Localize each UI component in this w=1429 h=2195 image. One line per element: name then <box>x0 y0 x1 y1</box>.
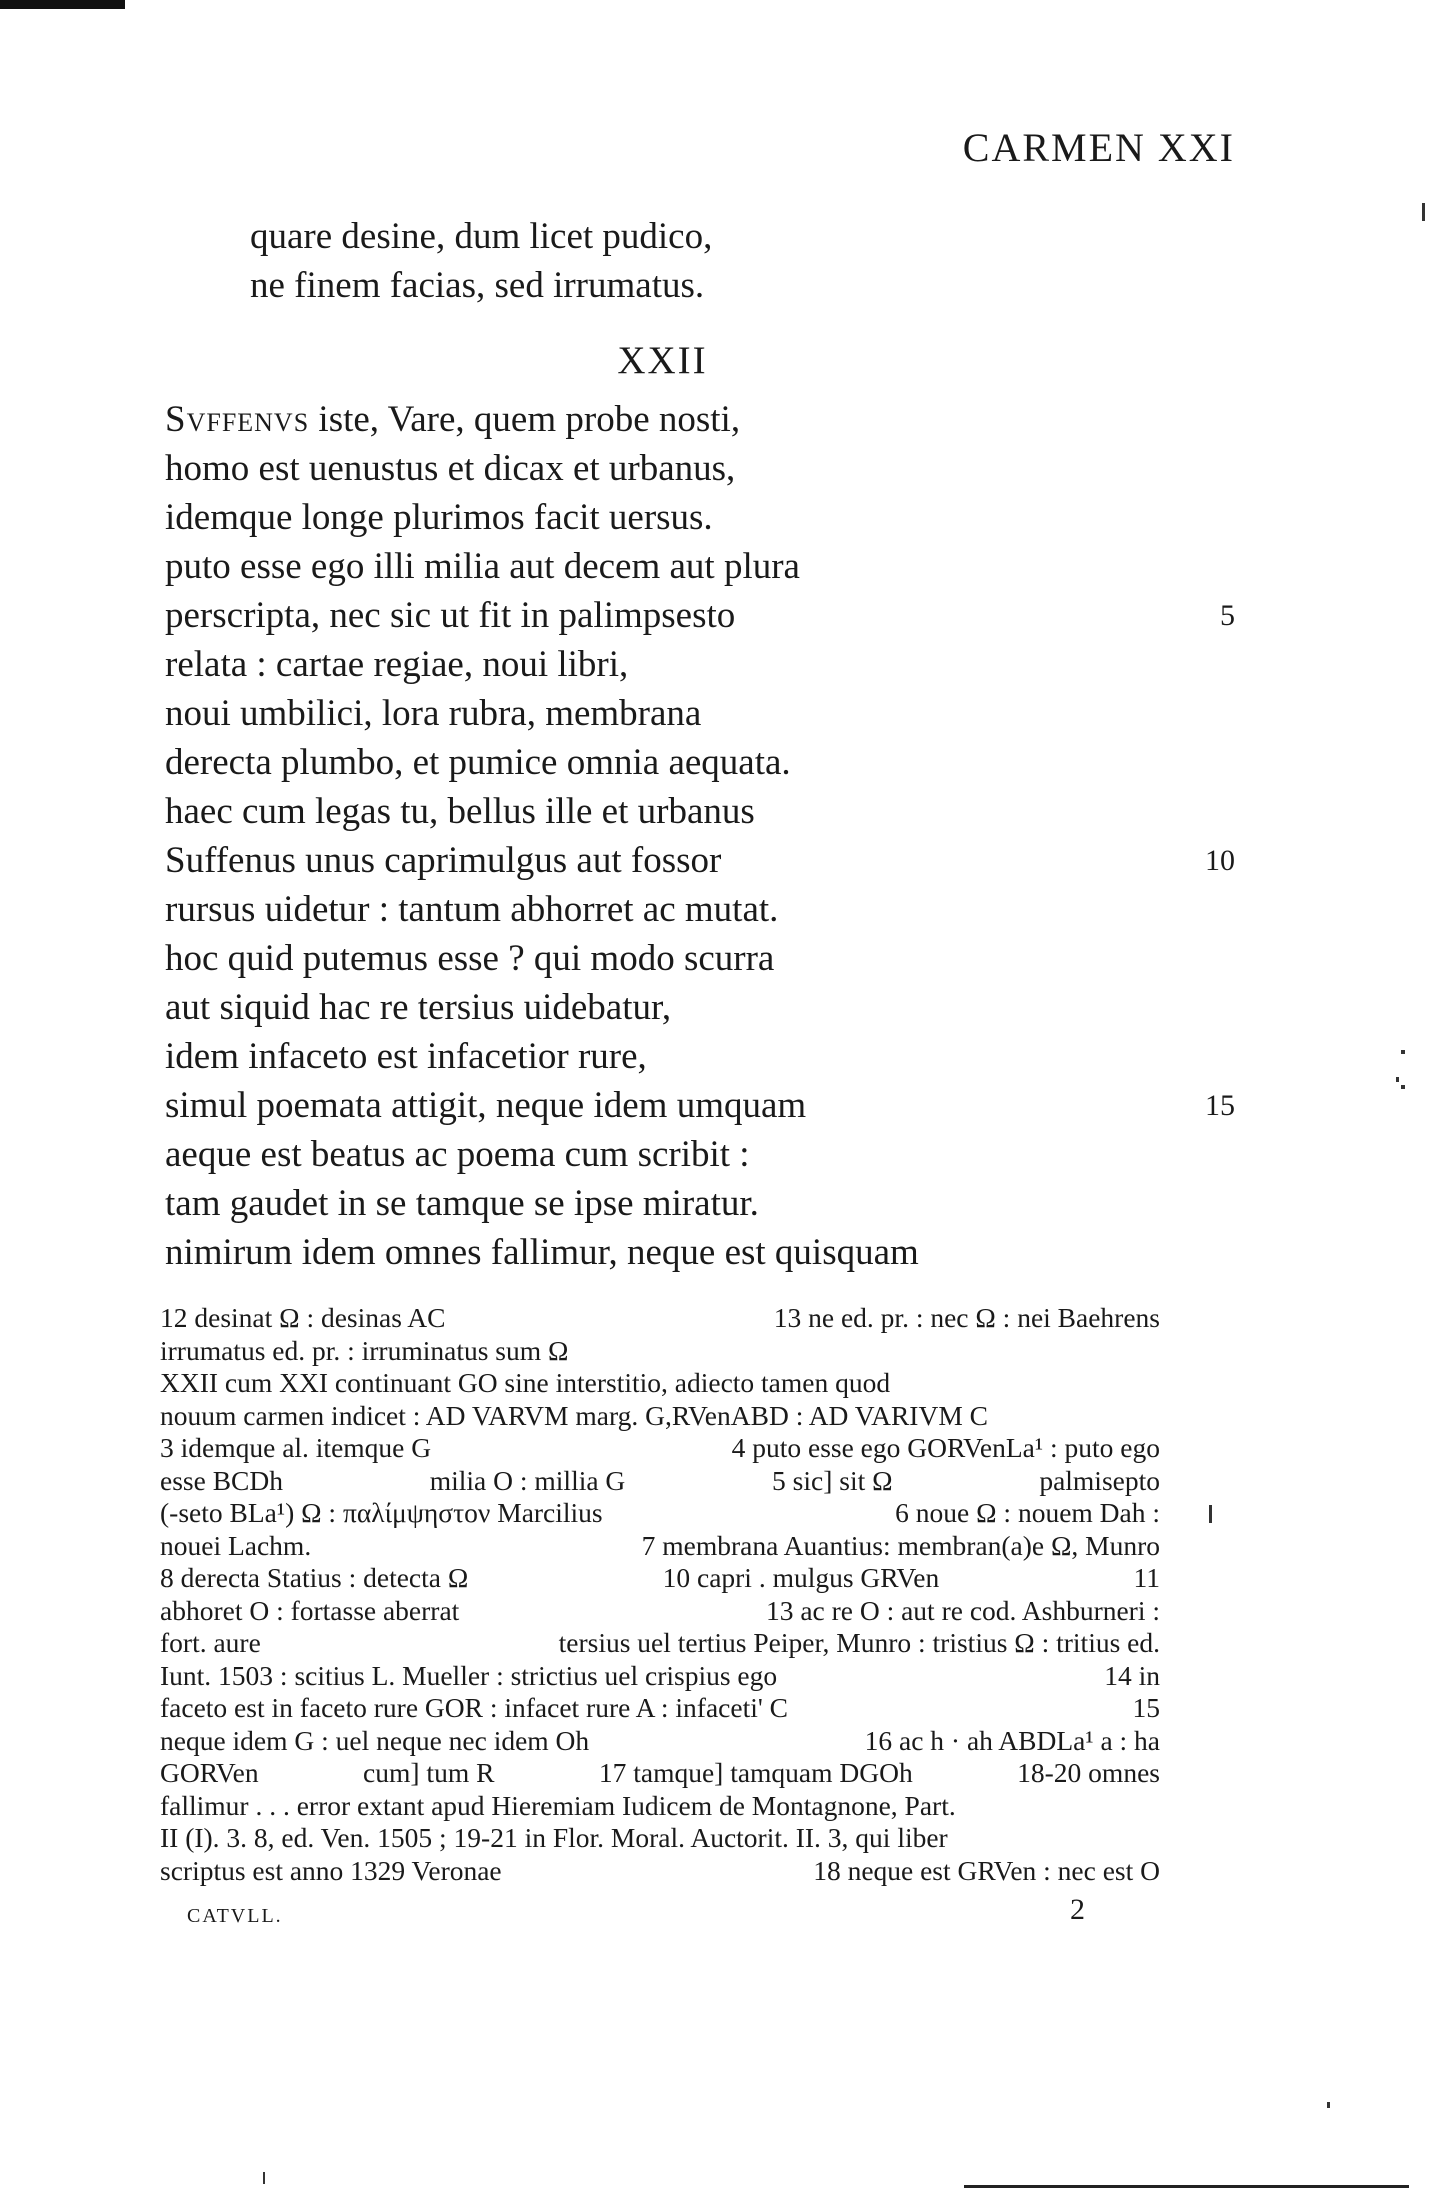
apparatus-entry: fallimur . . . error extant apud Hieremiam Iudicem de Montagnone, Part. <box>160 1789 956 1821</box>
verse-line <box>165 983 1245 1032</box>
apparatus-line <box>160 1367 1160 1400</box>
printer-signature: CATVLL. <box>187 1905 283 1927</box>
apparatus-entry: 17 tamque] tamquam DGOh <box>598 1757 913 1788</box>
critical-apparatus <box>160 1302 1160 1887</box>
scan-speck <box>1401 1050 1405 1054</box>
apparatus-entry: 14 in <box>1104 1659 1160 1691</box>
apparatus-line <box>160 1822 1160 1855</box>
line-number: 15 <box>1205 1089 1235 1122</box>
verse-line <box>165 934 1245 983</box>
verse-line <box>165 836 1245 885</box>
verse-line <box>165 787 1245 836</box>
carry-over-verses <box>250 212 712 310</box>
apparatus-line <box>160 1497 1160 1530</box>
poem-body <box>165 395 1245 1277</box>
verse-text: noui umbilici, lora rubra, membrana <box>165 693 702 734</box>
verse-text: idemque longe plurimos facit uersus. <box>165 497 713 538</box>
initial-word: Svffenvs <box>165 399 310 440</box>
verse-text: haec cum legas tu, bellus ille et urbanus <box>165 791 755 832</box>
verse-text: nimirum idem omnes fallimur, neque est quisquam <box>165 1232 919 1273</box>
verse-line <box>165 1130 1245 1179</box>
verse-line <box>165 1228 1245 1277</box>
apparatus-entry: irrumatus ed. pr. : irruminatus sum Ω <box>160 1334 569 1366</box>
apparatus-entry: 8 derecta Statius : detecta Ω <box>160 1562 469 1593</box>
verse-line <box>165 591 1245 640</box>
apparatus-entry: 13 ne ed. pr. : nec Ω : nei Baehrens <box>773 1302 1160 1333</box>
verse-text: iste, Vare, quem probe nosti, <box>309 399 741 440</box>
signature-number: 2 <box>1070 1893 1085 1926</box>
verse-text: derecta plumbo, et pumice omnia aequata. <box>165 742 791 783</box>
apparatus-entry: faceto est in faceto rure GOR : infacet rure A : infaceti' C <box>160 1692 789 1723</box>
verse-line <box>165 640 1245 689</box>
line-number: 10 <box>1205 844 1235 877</box>
scan-speck <box>263 2172 265 2184</box>
apparatus-entry: 3 idemque al. itemque G <box>160 1432 432 1463</box>
verse-text: rursus uidetur : tantum abhorret ac mutat. <box>165 889 779 930</box>
verse-text: homo est uenustus et dicax et urbanus, <box>165 448 736 489</box>
apparatus-line <box>160 1660 1160 1693</box>
verse-line: quare desine, dum licet pudico, <box>250 216 713 257</box>
verse-line <box>165 1179 1245 1228</box>
scan-edge-mark <box>0 0 125 9</box>
apparatus-entry: nouum carmen indicet : AD VARVM marg. G,RVenABD : AD VARIVM C <box>160 1399 988 1431</box>
verse-line <box>165 542 1245 591</box>
apparatus-entry: XXII cum XXI continuant GO sine interstitio, adiecto tamen quod <box>160 1367 891 1398</box>
apparatus-entry: abhoret O : fortasse aberrat <box>160 1594 460 1626</box>
apparatus-entry: Iunt. 1503 : scitius L. Mueller : strictius uel crispius ego <box>160 1659 778 1691</box>
apparatus-line <box>160 1790 1160 1823</box>
apparatus-entry: 13 ac re O : aut re cod. Ashburneri : <box>765 1594 1160 1626</box>
verse-text: tam gaudet in se tamque se ipse miratur. <box>165 1183 759 1224</box>
verse-text: aeque est beatus ac poema cum scribit : <box>165 1134 750 1175</box>
apparatus-entry: 6 noue Ω : nouem Dah : <box>895 1497 1160 1528</box>
verse-line <box>165 738 1245 787</box>
apparatus-entry: palmisepto <box>1039 1464 1160 1496</box>
apparatus-entry: scriptus est anno 1329 Veronae <box>160 1854 502 1886</box>
apparatus-entry: cum] tum R <box>363 1757 495 1788</box>
apparatus-entry: 16 ac h · ah ABDLa¹ a : ha <box>864 1724 1160 1756</box>
apparatus-line <box>160 1432 1160 1465</box>
verse-text: puto esse ego illi milia aut decem aut plura <box>165 546 800 587</box>
scan-speck <box>1401 1085 1405 1089</box>
verse-line <box>165 395 1245 444</box>
apparatus-entry: 5 sic] sit Ω <box>772 1464 893 1496</box>
scan-edge-mark <box>964 2185 1409 2188</box>
apparatus-entry: 7 membrana Auantius: membran(a)e Ω, Munro <box>641 1529 1160 1561</box>
apparatus-line <box>160 1465 1160 1498</box>
apparatus-entry: 18 neque est GRVen : nec est O <box>813 1854 1160 1886</box>
apparatus-entry: II (I). 3. 8, ed. Ven. 1505 ; 19-21 in Flor. Moral. Auctorit. II. 3, qui liber <box>160 1822 948 1853</box>
line-number: 5 <box>1220 599 1235 632</box>
apparatus-line <box>160 1627 1160 1660</box>
verse-text: idem infaceto est infacetior rure, <box>165 1036 647 1077</box>
running-head: CARMEN XXI <box>962 125 1235 170</box>
verse-text: hoc quid putemus esse ? qui modo scurra <box>165 938 775 979</box>
apparatus-entry: 12 desinat Ω : desinas AC <box>160 1302 446 1333</box>
poem-title: XXII <box>617 339 708 382</box>
apparatus-line <box>160 1757 1160 1790</box>
scan-speck <box>1422 203 1425 221</box>
apparatus-line <box>160 1400 1160 1433</box>
scan-speck <box>1396 1077 1399 1082</box>
apparatus-entry: 15 <box>1132 1692 1160 1723</box>
apparatus-entry: 4 puto esse ego GORVenLa¹ : puto ego <box>731 1432 1160 1463</box>
apparatus-line <box>160 1562 1160 1595</box>
verse-text: relata : cartae regiae, noui libri, <box>165 644 629 685</box>
apparatus-line <box>160 1530 1160 1563</box>
apparatus-entry: 18-20 omnes <box>1017 1757 1160 1788</box>
verse-text: simul poemata attigit, neque idem umquam <box>165 1085 807 1126</box>
apparatus-entry: nouei Lachm. <box>160 1529 312 1561</box>
apparatus-line <box>160 1855 1160 1888</box>
apparatus-entry: fort. aure <box>160 1627 261 1658</box>
verse-line <box>165 1032 1245 1081</box>
verse-text: perscripta, nec sic ut fit in palimpsesto <box>165 595 736 636</box>
verse-line <box>165 444 1245 493</box>
apparatus-line <box>160 1335 1160 1368</box>
apparatus-line <box>160 1595 1160 1628</box>
verse-line <box>165 689 1245 738</box>
apparatus-entry: GORVen <box>160 1757 259 1788</box>
verse-text: aut siquid hac re tersius uidebatur, <box>165 987 672 1028</box>
apparatus-entry: 11 <box>1133 1562 1160 1593</box>
apparatus-entry: esse BCDh <box>160 1464 283 1496</box>
apparatus-entry: (-seto BLa¹) Ω : παλίμψηστον Marcilius <box>160 1497 603 1528</box>
verse-line <box>165 1081 1245 1130</box>
apparatus-line <box>160 1725 1160 1758</box>
scan-speck <box>1327 2102 1330 2108</box>
scan-speck <box>1209 1505 1212 1523</box>
verse-line <box>165 493 1245 542</box>
apparatus-line <box>160 1692 1160 1725</box>
apparatus-entry: 10 capri . mulgus GRVen <box>662 1562 940 1593</box>
apparatus-line <box>160 1302 1160 1335</box>
verse-line: ne finem facias, sed irrumatus. <box>250 265 705 306</box>
apparatus-entry: tersius uel tertius Peiper, Munro : tristius Ω : tritius ed. <box>558 1627 1160 1658</box>
verse-text: Suffenus unus caprimulgus aut fossor <box>165 840 722 881</box>
verse-line <box>165 885 1245 934</box>
apparatus-entry: neque idem G : uel neque nec idem Oh <box>160 1724 590 1756</box>
apparatus-entry: milia O : millia G <box>429 1464 626 1496</box>
